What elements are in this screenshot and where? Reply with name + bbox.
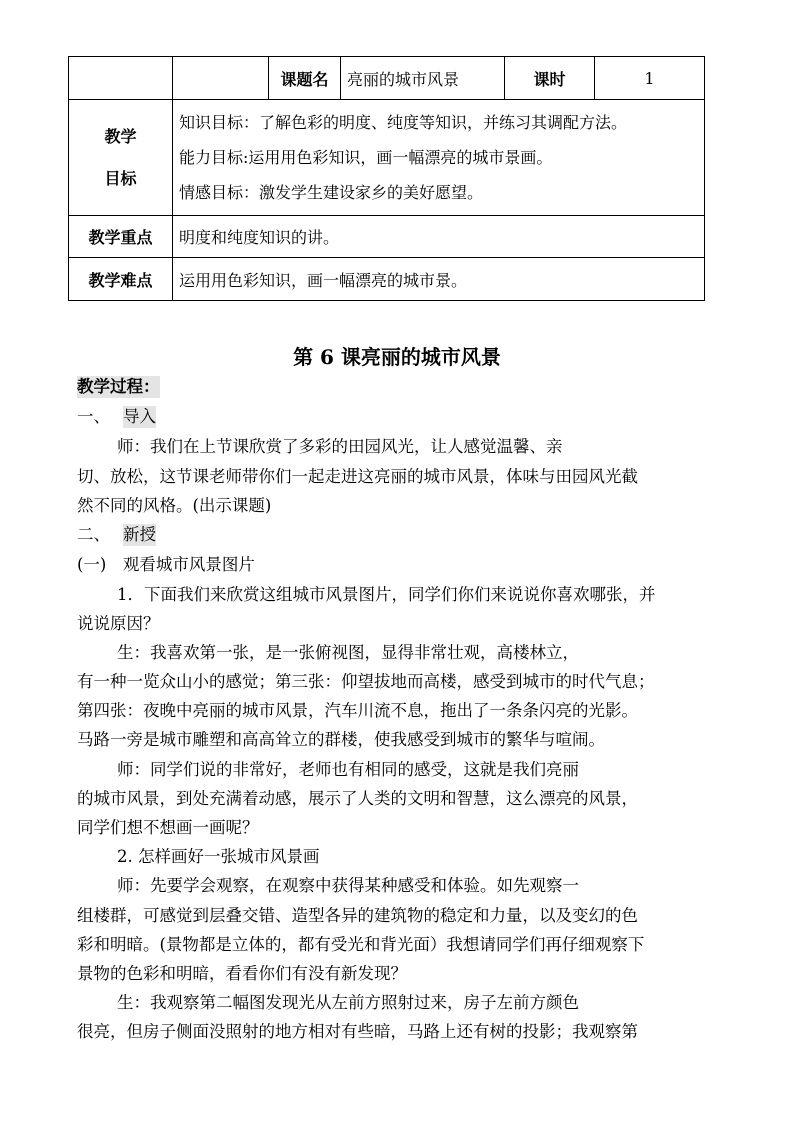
paragraph-line: 师：同学们说的非常好，老师也有相同的感受，这就是我们亮丽 [117, 760, 579, 779]
difficulty-label: 教学难点 [69, 258, 173, 301]
paragraph-line: 第四张：夜晚中亮丽的城市风景，汽车川流不息，拖出了一条条闪亮的光影。 [77, 701, 638, 720]
emotion-goal: 情感目标：激发学生建设家乡的美好愿望。 [179, 183, 484, 202]
teaching-goals-label [69, 100, 173, 216]
paragraph-line: 生：我喜欢第一张，是一张俯视图，显得非常壮观，高楼林立， [117, 643, 579, 662]
paragraph-line: 切、放松，这节课老师带你们一起走进这亮丽的城市风景，体味与田园风光截 [77, 467, 638, 486]
goals-label-line-1: 教学 [104, 126, 137, 146]
paragraph-line: 生：我观察第二幅图发现光从左前方照射过来，房子左前方颜色 [117, 993, 579, 1012]
paragraph-line: 说说原因？ [77, 614, 160, 633]
subsection-heading: (一) 观看城市风景图片 [77, 555, 255, 574]
paragraph-line: 马路一旁是城市雕塑和高高耸立的群楼，使我感受到城市的繁华与喧闹。 [77, 730, 605, 749]
key-point-value: 明度和纯度知识的讲。 [173, 216, 705, 258]
paragraph-line: 同学们想不想画一画呢？ [77, 818, 259, 837]
paragraph-line: 很亮，但房子侧面没照射的地方相对有些暗，马路上还有树的投影；我观察第 [77, 1022, 638, 1041]
section-heading-process: 教学过程： [77, 377, 160, 396]
lesson-title: 第 6 课亮丽的城市风景 [293, 345, 501, 369]
periods-value: 1 [595, 57, 705, 100]
key-point-row [69, 216, 705, 258]
paragraph-line: 师：先要学会观察，在观察中获得某种感受和体验。如先观察一 [117, 876, 579, 895]
blank-cell [173, 57, 269, 100]
paragraph-line: 有一种一览众山小的感觉；第三张：仰望拔地而高楼，感受到城市的时代气息； [77, 672, 655, 691]
section-heading-intro: 导入 [123, 407, 156, 426]
lesson-name-label: 课题名 [269, 57, 341, 100]
paragraph-line: 彩和明暗。(景物都是立体的，都有受光和背光面）我想请同学们再仔细观察下 [77, 935, 645, 954]
subsection-heading: 2. 怎样画好一张城市风景画 [117, 847, 320, 866]
lesson-header-row [69, 57, 705, 100]
teaching-goals-content [173, 100, 705, 216]
teaching-goals-row [69, 100, 705, 216]
lesson-info-table [68, 56, 705, 301]
knowledge-goal: 知识目标：了解色彩的明度、纯度等知识，并练习其调配方法。 [179, 113, 628, 132]
section-number-1: 一、 [77, 407, 110, 426]
paragraph-line: 组楼群，可感觉到层叠交错、造型各异的建筑物的稳定和力量，以及变幻的色 [77, 906, 638, 925]
paragraph-line: 然不同的风格。(出示课题) [77, 496, 272, 515]
blank-cell [69, 57, 173, 100]
periods-label: 课时 [505, 57, 595, 100]
paragraph-line: 景物的色彩和明暗，看看你们有没有新发现？ [77, 964, 407, 983]
section-heading-new: 新授 [123, 525, 156, 544]
goals-label-line-2: 目标 [104, 168, 137, 188]
paragraph-line: 师：我们在上节课欣赏了多彩的田园风光，让人感觉温馨、亲 [117, 437, 563, 456]
paragraph-line: 的城市风景，到处充满着动感，展示了人类的文明和智慧，这么漂亮的风景， [77, 789, 638, 808]
difficulty-value: 运用用色彩知识，画一幅漂亮的城市景。 [173, 258, 705, 301]
paragraph-line: 1．下面我们来欣赏这组城市风景图片，同学们你们来说说你喜欢哪张，并 [117, 585, 656, 604]
lesson-name-value: 亮丽的城市风景 [341, 57, 505, 100]
section-number-2: 二、 [77, 525, 110, 544]
key-point-label: 教学重点 [69, 216, 173, 258]
difficulty-row [69, 258, 705, 301]
ability-goal: 能力目标:运用用色彩知识，画一幅漂亮的城市景画。 [179, 148, 553, 167]
